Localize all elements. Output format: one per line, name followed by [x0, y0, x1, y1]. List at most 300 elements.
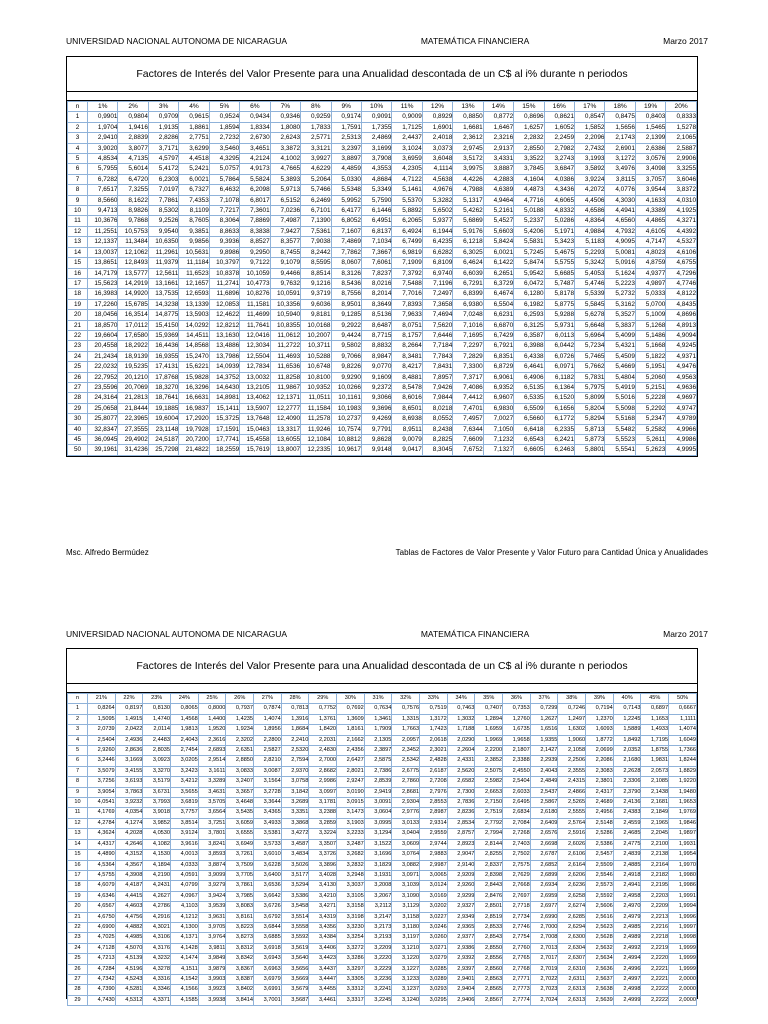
factor-cell: 2,8567: [475, 995, 503, 1005]
factor-cell: 9,3936: [209, 237, 239, 247]
factor-cell: 1,3609: [337, 714, 365, 724]
factor-cell: 8,2014: [361, 289, 391, 299]
factor-cell: 2,8565: [475, 985, 503, 995]
table-row: [68, 258, 697, 268]
factor-cell: 3,3522: [514, 154, 544, 164]
factor-cell: 2,9260: [447, 881, 475, 891]
factor-cell: 7,8237: [361, 268, 391, 278]
table-row: [68, 403, 697, 413]
factor-cell: 1,2894: [475, 714, 503, 724]
factor-cell: 4,6755: [666, 258, 697, 268]
factor-cell: 3,0087: [254, 766, 282, 776]
table-row: [68, 704, 697, 714]
factor-cell: 8,3838: [240, 226, 270, 236]
factor-cell: 5,6278: [575, 310, 605, 320]
factor-cell: 3,1781: [309, 798, 337, 808]
factor-cell: 2,7454: [171, 746, 199, 756]
factor-cell: 2,7792: [475, 818, 503, 828]
factor-cell: 0,7246: [558, 704, 586, 714]
factor-cell: 14,0292: [179, 320, 209, 330]
factor-cell: 18,2559: [209, 445, 239, 455]
factor-cell: 5,1624: [605, 268, 635, 278]
factor-cell: 2,6990: [530, 912, 558, 922]
table-row: [68, 746, 697, 756]
factor-cell: 22,0232: [88, 362, 118, 372]
factor-cell: 8,8527: [240, 237, 270, 247]
rate-column-header: 28%: [281, 694, 309, 704]
factor-cell: 2,9419: [364, 787, 392, 797]
rate-column-header: 18%: [605, 102, 635, 112]
table-row: [68, 714, 697, 724]
factor-cell: 4,2190: [143, 870, 171, 880]
factor-cell: 3,0915: [337, 798, 365, 808]
factor-cell: 2,4018: [422, 133, 452, 143]
factor-cell: 3,3230: [337, 922, 365, 932]
factor-cell: 3,2859: [309, 818, 337, 828]
factor-cell: 3,9879: [198, 964, 226, 974]
factor-cell: 1,3172: [420, 714, 448, 724]
factor-cell: 3,0133: [392, 818, 420, 828]
factor-cell: 2,9401: [447, 974, 475, 984]
factor-cell: 6,7291: [453, 278, 483, 288]
factor-cell: 3,9852: [143, 818, 171, 828]
factor-cell: 1,8755: [641, 746, 669, 756]
rate-column-header: 29%: [309, 694, 337, 704]
table-row: [68, 777, 697, 787]
factor-cell: 2,8534: [447, 818, 475, 828]
factor-cell: 6,8017: [240, 195, 270, 205]
factor-cell: 2,8501: [475, 902, 503, 912]
factor-cell: 1,9060: [558, 735, 586, 745]
factor-cell: 3,0293: [420, 985, 448, 995]
factor-cell: 3,6059: [226, 818, 254, 828]
table-row: [68, 735, 697, 745]
period-cell: 18: [68, 881, 88, 891]
factor-cell: 2,7734: [503, 912, 531, 922]
factor-cell: 2,3790: [613, 787, 641, 797]
factor-cell: 11,2741: [209, 278, 239, 288]
factor-cell: 8,2438: [422, 424, 452, 434]
factor-cell: 4,2916: [143, 912, 171, 922]
factor-cell: 1,4235: [226, 714, 254, 724]
factor-cell: 5,1486: [635, 330, 665, 340]
factor-cell: 4,2786: [143, 902, 171, 912]
factor-cell: 2,6285: [558, 912, 586, 922]
factor-cell: 2,9745: [453, 143, 483, 153]
factor-cell: 5,3162: [605, 299, 635, 309]
factor-cell: 3,2229: [364, 964, 392, 974]
factor-cell: 9,1609: [361, 372, 391, 382]
period-column-header: n: [68, 694, 88, 704]
factor-cell: 6,9352: [483, 382, 513, 392]
factor-cell: 2,7268: [503, 829, 531, 839]
factor-cell: 4,4506: [575, 195, 605, 205]
factor-cell: 3,7001: [254, 995, 282, 1005]
factor-cell: 5,4746: [575, 278, 605, 288]
factor-cell: 18,9139: [118, 351, 148, 361]
factor-table-panel: [66, 56, 698, 457]
factor-cell: 2,5632: [586, 943, 614, 953]
factor-cell: 2,3306: [613, 777, 641, 787]
factor-cell: 3,0995: [364, 818, 392, 828]
factor-cell: 3,6555: [226, 829, 254, 839]
factor-cell: 2,1680: [613, 756, 641, 766]
factor-cell: 2,5827: [254, 746, 282, 756]
factor-cell: 14,8775: [148, 310, 178, 320]
factor-cell: 5,2060: [635, 372, 665, 382]
factor-cell: 6,1772: [544, 414, 574, 424]
factor-cell: 10,9352: [301, 382, 331, 392]
factor-cell: 7,2497: [422, 289, 452, 299]
factor-cell: 3,3868: [281, 818, 309, 828]
factor-cell: 3,9975: [453, 164, 483, 174]
factor-cell: 7,4086: [453, 382, 483, 392]
factor-cell: 8,9501: [331, 299, 361, 309]
factor-cell: 5,7245: [514, 247, 544, 257]
factor-cell: 22,3965: [118, 414, 148, 424]
factor-cell: 0,7576: [392, 704, 420, 714]
factor-cell: 3,9616: [171, 839, 199, 849]
factor-cell: 6,3729: [483, 278, 513, 288]
factor-cell: 17,0112: [118, 320, 148, 330]
factor-cell: 8,7455: [270, 247, 300, 257]
factor-cell: 5,7975: [575, 382, 605, 392]
factor-cell: 2,8757: [447, 829, 475, 839]
factor-cell: 2,7013: [530, 943, 558, 953]
factor-cell: 3,5679: [281, 985, 309, 995]
factor-cell: 10,8378: [209, 268, 239, 278]
factor-cell: 4,1604: [514, 174, 544, 184]
factor-cell: 2,5639: [586, 995, 614, 1005]
factor-cell: 18,2922: [118, 341, 148, 351]
period-cell: 17: [68, 870, 88, 880]
factor-cell: 3,8372: [666, 185, 697, 195]
table-row: [68, 330, 697, 340]
factor-cell: 5,4669: [605, 362, 635, 372]
factor-cell: 19,6604: [88, 330, 118, 340]
factor-cell: 2,8553: [420, 798, 448, 808]
factor-cell: 13,6055: [270, 435, 300, 445]
factor-table-panel: [66, 648, 698, 1003]
period-cell: 7: [68, 174, 88, 184]
factor-cell: 12,2777: [270, 403, 300, 413]
period-cell: 23: [68, 933, 88, 943]
table-header-row: [68, 102, 697, 112]
factor-cell: 5,4804: [605, 372, 635, 382]
factor-cell: 18,8570: [88, 320, 118, 330]
factor-cell: 7,3792: [392, 268, 422, 278]
factor-cell: 29,4902: [118, 435, 148, 445]
rate-column-header: 26%: [226, 694, 254, 704]
factor-cell: 0,8929: [422, 112, 452, 122]
factor-cell: 9,7122: [240, 258, 270, 268]
factor-cell: 7,8869: [240, 216, 270, 226]
factor-cell: 5,1951: [635, 362, 665, 372]
factor-cell: 9,1079: [270, 258, 300, 268]
factor-cell: 1,6467: [483, 122, 513, 132]
factor-cell: 4,4756: [115, 912, 143, 922]
factor-cell: 1,9996: [669, 912, 697, 922]
factor-cell: 3,4587: [281, 839, 309, 849]
factor-cell: 7,1078: [209, 195, 239, 205]
factor-cell: 3,3726: [309, 850, 337, 860]
factor-cell: 2,7771: [503, 974, 531, 984]
factor-cell: 2,7774: [503, 995, 531, 1005]
factor-cell: 9,8986: [209, 247, 239, 257]
factor-cell: 4,3316: [143, 974, 171, 984]
factor-cell: 2,6206: [558, 870, 586, 880]
factor-cell: 2,6576: [530, 829, 558, 839]
factor-cell: 2,4849: [530, 777, 558, 787]
factor-cell: 4,6079: [88, 881, 116, 891]
rate-column-header: 14%: [483, 102, 513, 112]
factor-cell: 1,1653: [641, 714, 669, 724]
factor-cell: 5,2223: [605, 278, 635, 288]
rate-column-header: 24%: [171, 694, 199, 704]
factor-cell: 7,4694: [422, 310, 452, 320]
factor-cell: 2,0573: [641, 766, 669, 776]
factor-cell: 5,5482: [605, 424, 635, 434]
factor-cell: 11,2722: [270, 341, 300, 351]
factor-cell: 2,7386: [364, 766, 392, 776]
factor-cell: 3,6963: [254, 964, 282, 974]
factor-cell: 5,0916: [605, 258, 635, 268]
factor-cell: 8,6938: [392, 414, 422, 424]
factor-cell: 15,9369: [148, 330, 178, 340]
factor-cell: 1,9846: [669, 818, 697, 828]
factor-cell: 3,4130: [309, 881, 337, 891]
factor-cell: 7,1050: [483, 424, 513, 434]
factor-cell: 7,3658: [422, 299, 452, 309]
factor-cell: 3,8161: [226, 912, 254, 922]
factor-cell: 10,3356: [270, 299, 300, 309]
factor-cell: 3,3317: [337, 995, 365, 1005]
period-cell: 25: [68, 362, 88, 372]
factor-cell: 3,3286: [337, 954, 365, 964]
factor-cell: 12,1657: [179, 278, 209, 288]
factor-cell: 10,9617: [331, 445, 361, 455]
factor-cell: 22,7952: [88, 372, 118, 382]
rate-column-header: 39%: [586, 694, 614, 704]
factor-cell: 2,0114: [143, 725, 171, 735]
factor-cell: 6,4338: [514, 351, 544, 361]
factor-cell: 5,0330: [331, 174, 361, 184]
factor-cell: 5,2228: [635, 393, 665, 403]
period-cell: 1: [68, 112, 88, 122]
factor-cell: 10,3797: [209, 258, 239, 268]
factor-cell: 2,1807: [503, 746, 531, 756]
factor-cell: 8,6501: [392, 403, 422, 413]
factor-cell: 13,1630: [209, 330, 239, 340]
period-cell: 25: [68, 954, 88, 964]
factor-cell: 2,4483: [143, 735, 171, 745]
factor-cell: 3,9903: [198, 974, 226, 984]
factor-cell: 2,1743: [605, 133, 635, 143]
period-cell: 8: [68, 777, 88, 787]
period-cell: 9: [68, 195, 88, 205]
factor-cell: 1,3461: [364, 714, 392, 724]
factor-cell: 4,4865: [635, 216, 665, 226]
factor-cell: 2,2220: [641, 954, 669, 964]
factor-cell: 5,8099: [575, 393, 605, 403]
factor-cell: 7,0027: [483, 414, 513, 424]
factor-cell: 14,2919: [118, 278, 148, 288]
factor-cell: 7,4701: [453, 403, 483, 413]
factor-cell: 3,4212: [171, 777, 199, 787]
factor-cell: 6,0971: [544, 362, 574, 372]
factor-cell: 2,9209: [447, 870, 475, 880]
factor-cell: 4,3152: [115, 850, 143, 860]
factor-cell: 2,6653: [475, 787, 503, 797]
factor-cell: 2,4994: [613, 954, 641, 964]
table-row: [68, 435, 697, 445]
factor-cell: 2,9377: [447, 933, 475, 943]
factor-cell: 3,3105: [337, 891, 365, 901]
factor-cell: 3,9539: [198, 902, 226, 912]
subject-name: MATEMÁTICA FINANCIERA: [420, 36, 530, 46]
factor-cell: 4,7284: [88, 964, 116, 974]
factor-cell: 4,6105: [635, 226, 665, 236]
factor-cell: 2,8636: [115, 746, 143, 756]
factor-cell: 5,6014: [118, 164, 148, 174]
factor-cell: 2,6294: [558, 922, 586, 932]
factor-cell: 6,1364: [544, 382, 574, 392]
factor-cell: 5,9288: [544, 310, 574, 320]
factor-cell: 2,8533: [475, 922, 503, 932]
factor-cell: 2,9260: [88, 746, 116, 756]
factor-cell: 1,8161: [337, 725, 365, 735]
factor-cell: 9,0770: [361, 362, 391, 372]
factor-cell: 2,2100: [641, 839, 669, 849]
factor-cell: 2,9386: [447, 943, 475, 953]
factor-cell: 6,8729: [483, 362, 513, 372]
factor-cell: 4,5638: [422, 174, 452, 184]
factor-cell: 3,4384: [309, 933, 337, 943]
factor-cell: 2,7519: [475, 808, 503, 818]
factor-cell: 1,2497: [558, 714, 586, 724]
factor-cell: 2,8987: [420, 808, 448, 818]
factor-cell: 2,4970: [613, 902, 641, 912]
period-cell: 26: [68, 372, 88, 382]
factor-cell: 1,8772: [586, 735, 614, 745]
factor-cell: 3,6792: [254, 912, 282, 922]
factor-cell: 1,6959: [475, 725, 503, 735]
factor-cell: 9,7066: [331, 351, 361, 361]
factor-cell: 2,4550: [503, 766, 531, 776]
factor-cell: 4,3295: [209, 154, 239, 164]
factor-cell: 1,7355: [361, 122, 391, 132]
factor-cell: 1,9969: [475, 735, 503, 745]
factor-cell: 2,7773: [503, 985, 531, 995]
factor-cell: 9,1285: [331, 310, 361, 320]
factor-cell: 1,9991: [669, 891, 697, 901]
factor-cell: 13,1339: [179, 299, 209, 309]
factor-cell: 3,1842: [281, 787, 309, 797]
factor-cell: 4,1633: [635, 195, 665, 205]
factor-cell: 0,6667: [669, 704, 697, 714]
factor-cell: 4,4187: [115, 881, 143, 891]
factor-cell: 4,7342: [88, 974, 116, 984]
factor-cell: 5,8474: [514, 258, 544, 268]
factor-cell: 4,0310: [666, 195, 697, 205]
factor-cell: 2,7022: [530, 974, 558, 984]
factor-cell: 3,9224: [575, 174, 605, 184]
factor-cell: 2,9776: [392, 808, 420, 818]
factor-cell: 3,8241: [198, 839, 226, 849]
table-row: [68, 351, 697, 361]
factor-cell: 3,9923: [198, 985, 226, 995]
factor-cell: 7,6609: [453, 435, 483, 445]
factor-cell: 2,6033: [503, 787, 531, 797]
factor-cell: 4,3624: [88, 829, 116, 839]
factor-cell: 5,2337: [514, 216, 544, 226]
table-row: [68, 954, 697, 964]
factor-cell: 4,1511: [171, 964, 199, 974]
factor-cell: 3,4631: [198, 787, 226, 797]
table-row: [68, 985, 697, 995]
factor-cell: 0,8475: [605, 112, 635, 122]
factor-cell: 4,6229: [301, 164, 331, 174]
factor-cell: 3,3507: [309, 839, 337, 849]
factor-cell: 12,4090: [270, 414, 300, 424]
factor-cell: 4,8023: [635, 247, 665, 257]
factor-cell: 9,3066: [361, 393, 391, 403]
factor-cell: 4,4226: [453, 174, 483, 184]
table-row: [68, 818, 697, 828]
factor-cell: 2,8682: [309, 766, 337, 776]
factor-cell: 3,1699: [361, 143, 391, 153]
factor-cell: 6,2421: [544, 435, 574, 445]
factor-cell: 7,3255: [118, 185, 148, 195]
factor-cell: 13,7648: [240, 414, 270, 424]
factor-cell: 2,4356: [337, 746, 365, 756]
factor-cell: 5,5824: [240, 174, 270, 184]
factor-cell: 2,2221: [641, 974, 669, 984]
period-cell: 12: [68, 226, 88, 236]
factor-cell: 10,3676: [88, 216, 118, 226]
rate-column-header: 16%: [544, 102, 574, 112]
factor-cell: 10,8812: [331, 435, 361, 445]
factor-cell: 4,0541: [88, 798, 116, 808]
factor-cell: 5,3282: [422, 195, 452, 205]
factor-cell: 10,1161: [331, 393, 361, 403]
factor-cell: 4,0799: [171, 881, 199, 891]
factor-cell: 3,5514: [281, 912, 309, 922]
factor-cell: 3,1931: [364, 870, 392, 880]
factor-cell: 6,7101: [301, 206, 331, 216]
factor-cell: 3,4210: [309, 891, 337, 901]
factor-cell: 2,9397: [447, 964, 475, 974]
factor-cell: 2,7023: [530, 985, 558, 995]
factor-cell: 4,7716: [514, 195, 544, 205]
factor-cell: 2,1849: [641, 808, 669, 818]
factor-cell: 7,1034: [361, 237, 391, 247]
factor-cell: 4,9884: [575, 226, 605, 236]
factor-cell: 1,9234: [226, 725, 254, 735]
factor-cell: 25,8077: [88, 414, 118, 424]
factor-cell: 3,5640: [281, 954, 309, 964]
factor-cell: 4,9636: [666, 382, 697, 392]
rate-column-header: 4%: [179, 102, 209, 112]
factor-cell: 7,8393: [392, 299, 422, 309]
factor-cell: 5,5755: [544, 258, 574, 268]
factor-cell: 2,2182: [641, 870, 669, 880]
factor-cell: 7,9427: [270, 226, 300, 236]
factor-cell: 2,6026: [558, 839, 586, 849]
factor-cell: 3,8367: [226, 964, 254, 974]
factor-cell: 3,2397: [331, 143, 361, 153]
factor-cell: 3,3289: [198, 777, 226, 787]
